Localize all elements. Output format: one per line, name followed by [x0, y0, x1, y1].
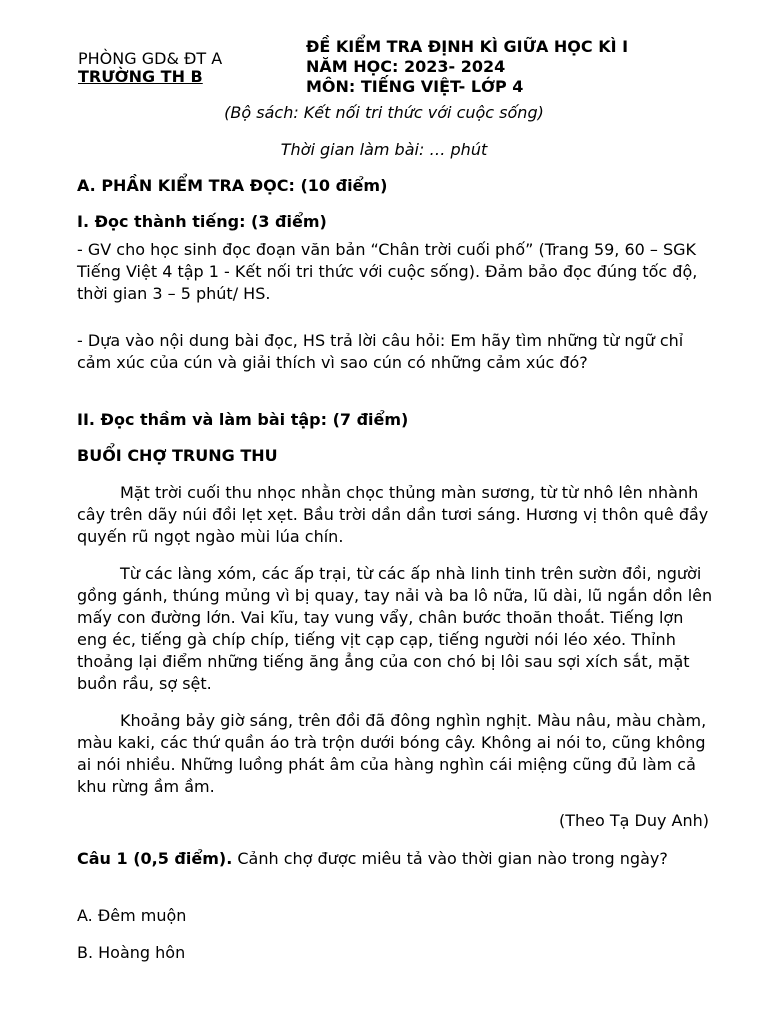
story-paragraph-1: Mặt trời cuối thu nhọc nhằn chọc thủng màn sương, từ từ nhô lên nhành cây trên dãy núi đồi lẹt xẹt. Bầu trời dần dần tươi sáng. Hương vị thôn quê đầy quyến rũ ngọt ngào mùi lúa chín. — [77, 483, 709, 546]
question-1-text: Cảnh chợ được miêu tả vào thời gian nào trong ngày? — [232, 849, 668, 868]
school-name: TRƯỜNG TH B — [78, 67, 203, 86]
department-name: PHÒNG GD& ĐT A — [78, 49, 223, 68]
school-year: NĂM HỌC: 2023- 2024 — [306, 57, 506, 76]
exam-title: ĐỀ KIỂM TRA ĐỊNH KÌ GIỮA HỌC KÌ I — [306, 37, 629, 56]
story-title: BUỔI CHỢ TRUNG THU — [77, 446, 278, 465]
question-1-label: Câu 1 (0,5 điểm). — [77, 849, 233, 868]
subject-line: MÔN: TIẾNG VIỆT- LỚP 4 — [306, 77, 524, 96]
question-1-option-b: B. Hoàng hôn — [77, 943, 186, 962]
story-paragraph-2: Từ các làng xóm, các ấp trại, từ các ấp nhà linh tinh trên sườn đồi, người gồng gánh, thúng mủng vì bị quay, tay nải và ba lô nữa, lũ dài, lũ ngắn dồn lên mấy con đường lớn. Vai kĩu, tay vung vẩy, chân bước thoăn thoắt. Tiếng lợn eng éc, tiếng gà chíp chíp, tiếng vịt cạp cạp, tiếng người nói léo xéo. Thỉnh thoảng lại điểm những tiếng ăng ẳng của con chó bị lôi sau sợi xích sắt, mặt buồn rầu, sợ sệt. — [77, 564, 713, 693]
part-1-instruction-1: - GV cho học sinh đọc đoạn văn bản “Chân trời cuối phố” (Trang 59, 60 – SGK Tiếng Việt 4 tập 1 - Kết nối tri thức với cuộc sống). Đảm bảo đọc đúng tốc độ, thời gian 3 – 5 phút/ HS. — [77, 240, 698, 303]
story-source: (Theo Tạ Duy Anh) — [558, 811, 709, 830]
question-1-option-a: A. Đêm muộn — [77, 906, 187, 925]
story-paragraph-3: Khoảng bảy giờ sáng, trên đồi đã đông nghìn nghịt. Màu nâu, màu chàm, màu kaki, các thứ quần áo trà trộn dưới bóng cây. Không ai nói to, cũng không ai nói nhiều. Những luồng phát âm của hàng nghìn cái miệng cũng đủ làm cả khu rừng ầm ầm. — [77, 711, 707, 796]
exam-time: Thời gian làm bài: … phút — [280, 140, 488, 159]
part-2-heading: II. Đọc thầm và làm bài tập: (7 điểm) — [77, 410, 409, 429]
book-set-note: (Bộ sách: Kết nối tri thức với cuộc sống) — [224, 103, 544, 122]
section-a-heading: A. PHẦN KIỂM TRA ĐỌC: (10 điểm) — [77, 176, 388, 195]
part-1-instruction-2: - Dựa vào nội dung bài đọc, HS trả lời câu hỏi: Em hãy tìm những từ ngữ chỉ cảm xúc của cún và giải thích vì sao cún có những cảm xúc đó? — [77, 331, 684, 372]
part-1-heading: I. Đọc thành tiếng: (3 điểm) — [77, 212, 327, 231]
question-1 — [77, 848, 713, 870]
